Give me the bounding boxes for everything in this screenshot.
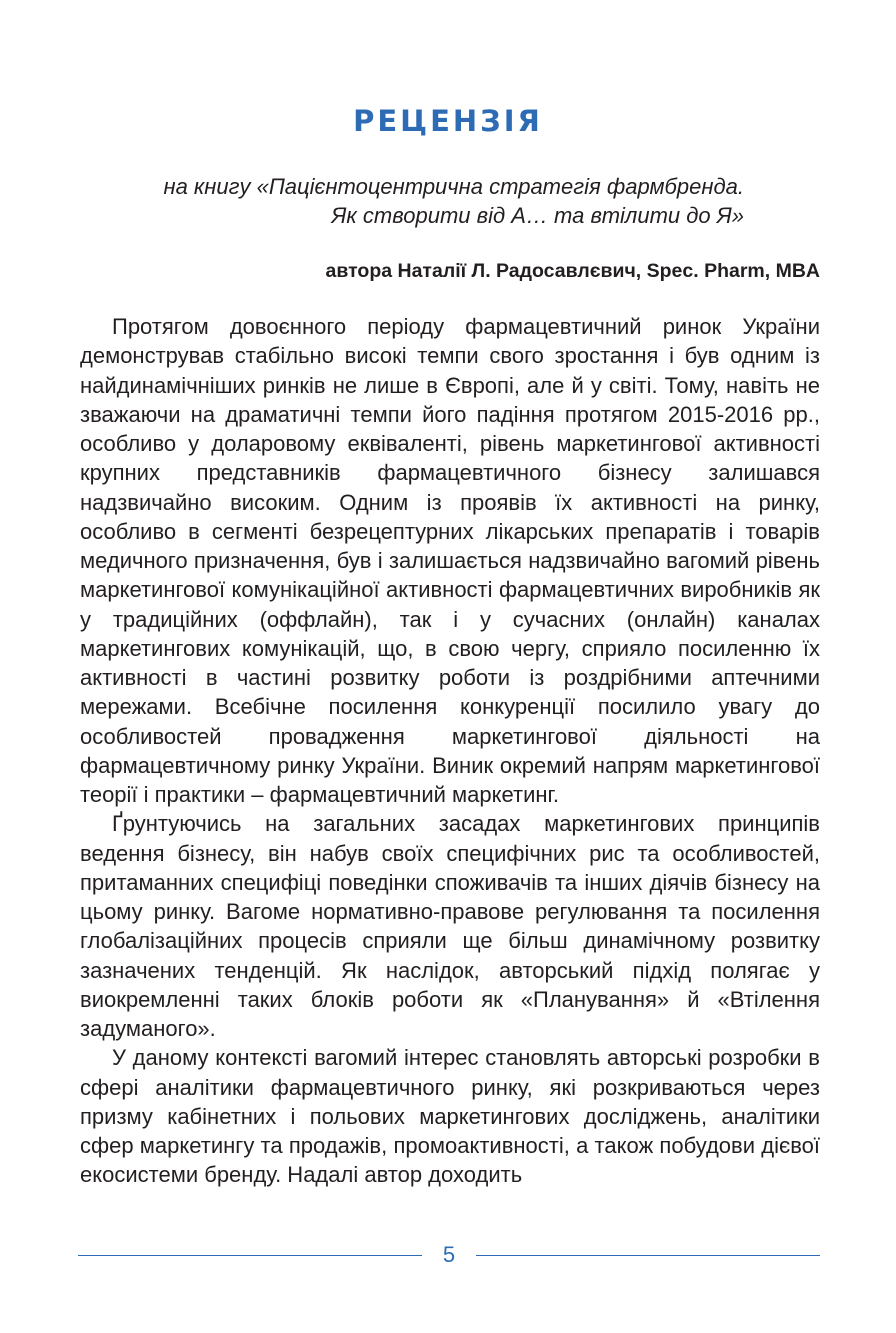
footer-rule-left: [78, 1255, 422, 1256]
page-title: РЕЦЕНЗІЯ: [353, 104, 543, 138]
paragraph: Ґрунтуючись на загальних засадах маркетингових принципів ведення бізнесу, він набув своїх специфічних рис та особливостей, притаманних специфіці поведінки споживачів та інших діячів бізнесу на цьому ринку. Вагоме нормативно-правове регулювання та посилення глобалізаційних процесів сприяли ще більш динамічному розвитку зазначених тенденцій. Як наслідок, авторський підхід полягає у виокремленні таких блоків роботи як «Планування» й «Втілення задуманого».: [80, 811, 820, 1041]
book-subtitle: [80, 172, 744, 230]
review-body: [80, 312, 820, 1190]
subtitle-line: на книгу «Пацієнтоцентрична стратегія фармбренда.: [163, 174, 744, 199]
footer-rule-right: [476, 1255, 820, 1256]
paragraph: У даному контексті вагомий інтерес становлять авторські розробки в сфері аналітики фармацевтичного ринку, які розкриваються через призму кабінетних і польових маркетингових досліджень, аналітики сфер маркетингу та продажів, промоактивності, а також побудови дієвої екосистеми бренду. Надалі автор доходить: [80, 1045, 820, 1188]
paragraph: Протягом довоєнного періоду фармацевтичний ринок України демонстрував стабільно високі темпи свого зростання і був одним із найдинамічніших ринків не лише в Європі, але й у світі. Тому, навіть не зважаючи на драматичні темпи його падіння протягом 2015-2016 рр., особливо у доларовому еквіваленті, рівень маркетингової активності крупних представників фармацевтичного бізнесу залишався надзвичайно високим. Одним із проявів їх активності на ринку, особливо в сегменті безрецептурних лікарських препаратів і товарів медичного призначення, був і залишається надзвичайно вагомий рівень маркетингової комунікаційної активності фармацевтичних виробників як у традиційних (оффлайн), так і у сучасних (онлайн) каналах маркетингових комунікацій, що, в свою чергу, сприяло посиленню їх активності в частині розвитку роботи із роздрібними аптечними мережами. Всебічне посилення конкуренції посилило увагу до особливостей провадження маркетингової діяльності на фармацевтичному ринку України. Виник окремий напрям маркетингової теорії і практики – фармацевтичний маркетинг.: [80, 314, 820, 807]
page-footer: [78, 1241, 820, 1269]
author-line: автора Наталії Л. Радосавлєвич, Spec. Pharm, MBA: [325, 260, 820, 282]
subtitle-line: Як створити від А… та втілити до Я»: [331, 203, 744, 228]
page-number: 5: [442, 1242, 456, 1267]
